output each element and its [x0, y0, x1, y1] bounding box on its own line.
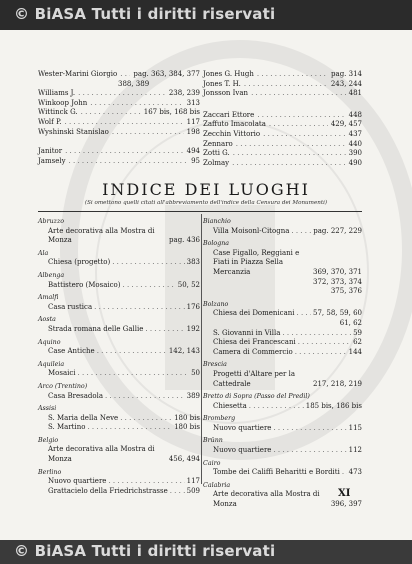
place-heading: Assisi — [38, 405, 57, 413]
page-number: XI — [338, 488, 351, 499]
leader-dots — [78, 89, 166, 99]
entry-text: Grattacielo della Friedrichstrasse — [48, 486, 168, 495]
place-entry — [38, 423, 200, 433]
entry-pages: 57, 58, 59, 60 — [313, 309, 362, 318]
leader-dots — [97, 347, 167, 357]
leader-dots — [65, 147, 184, 157]
entry-pages: 473 — [348, 468, 362, 477]
name-entry — [38, 157, 200, 167]
entry-pages: 389 — [186, 391, 200, 400]
entry-text: Arte decorativa alla Mostra di Monza — [213, 490, 320, 509]
leader-dots — [112, 128, 184, 138]
entry-pages: 429, 457 — [330, 120, 362, 129]
entry-pages: 494 — [186, 147, 200, 156]
place-heading: Brünn — [203, 437, 223, 445]
left-places-list — [38, 217, 200, 496]
entry-pages: pag. 227, 229 — [313, 226, 362, 235]
entry-text: Tombe dei Califfi Beharitti e Borditi — [213, 468, 340, 477]
leader-dots — [65, 118, 184, 128]
place-heading: Bianchio — [203, 218, 231, 225]
leader-dots — [120, 70, 130, 80]
entry-name: Wolf P. — [38, 117, 62, 126]
leader-dots — [90, 99, 183, 109]
place-entry — [38, 392, 200, 402]
entry-text: S. Martino — [48, 423, 86, 432]
leader-dots — [295, 348, 347, 358]
place-heading: Aquino — [38, 338, 61, 346]
entry-name: Wittinck G. — [38, 108, 78, 117]
place-entry — [203, 249, 362, 278]
place-heading: Belgio — [38, 436, 59, 444]
name-entry — [38, 108, 200, 118]
entry-pages: 180 bis — [174, 413, 200, 422]
column-divider — [201, 214, 202, 484]
entry-pages: 490 — [348, 158, 362, 167]
place-entry — [38, 258, 200, 268]
place-entry — [203, 402, 362, 412]
entry-pages: 95 — [191, 156, 200, 165]
leader-dots — [251, 89, 346, 99]
entry-pages: 117 — [186, 117, 200, 126]
leader-dots — [291, 227, 311, 237]
place-entry — [203, 338, 362, 348]
leader-dots — [257, 70, 328, 80]
top-right-name-list — [203, 70, 362, 168]
entry-pages: 509 — [186, 486, 200, 495]
leader-dots — [233, 149, 346, 159]
entry-name: Zennaro — [203, 139, 233, 148]
place-entry — [203, 309, 362, 319]
entry-pages-continued: 61, 62 — [339, 318, 362, 327]
place-entry — [38, 325, 200, 335]
entry-pages: 390 — [348, 149, 362, 158]
leader-dots — [257, 111, 345, 121]
entry-name: Winkoop John — [38, 98, 88, 107]
leader-dots — [123, 281, 176, 291]
place-heading: Berlino — [38, 468, 62, 476]
place-entry — [38, 477, 200, 487]
place-heading: Albenga — [38, 271, 65, 279]
entry-text: Camera di Commercio — [213, 347, 293, 356]
entry-name: Jones T. H. — [203, 79, 241, 88]
entry-text: Nuovo quartiere — [213, 423, 272, 432]
entry-pages: 167 bis, 168 bis — [143, 108, 200, 117]
entry-text: Arte decorativa alla Mostra di Monza — [48, 445, 155, 464]
leader-dots — [108, 477, 184, 487]
top-left-name-list — [38, 70, 200, 166]
place-heading: Aosta — [38, 316, 56, 324]
place-heading: Arco (Trentino) — [38, 382, 88, 390]
place-entry — [38, 445, 200, 464]
leader-dots — [94, 303, 185, 313]
place-entry — [203, 227, 362, 237]
name-entry — [38, 89, 200, 99]
place-entry — [203, 446, 362, 456]
entry-text: Chiesa dei Domenicani — [213, 309, 295, 318]
place-heading: Abruzzo — [38, 218, 65, 225]
entry-pages: 440 — [348, 139, 362, 148]
entry-pages: 396, 397 — [330, 500, 362, 509]
entry-pages: 437 — [348, 129, 362, 138]
entry-pages: 369, 370, 371 — [313, 267, 362, 276]
entry-text: Mosaici — [48, 369, 76, 378]
place-entry — [203, 370, 362, 389]
entry-name: Zotti G. — [203, 149, 230, 158]
leader-dots — [263, 130, 345, 140]
leader-dots — [244, 80, 328, 90]
entry-pages: 142, 143 — [168, 347, 200, 356]
entry-name: Janitor — [38, 147, 63, 156]
entry-text: Villa Moisonl-Citogna — [213, 226, 290, 235]
entry-text: S. Maria della Neve — [48, 413, 119, 422]
entry-pages: 238, 239 — [168, 89, 200, 98]
entry-pages: 50 — [191, 369, 200, 378]
place-entry — [203, 468, 362, 478]
name-entry — [203, 130, 362, 140]
entry-pages: 50, 52 — [177, 280, 200, 289]
entry-pages: 59 — [353, 328, 362, 337]
name-entry — [38, 147, 200, 157]
place-entry — [38, 281, 200, 291]
entry-name: Zaffuto Imacolata — [203, 120, 266, 129]
entry-pages: 62 — [353, 338, 362, 347]
name-entry — [203, 149, 362, 159]
entry-pages: 481 — [348, 89, 362, 98]
entry-name: Zaccari Ettore — [203, 110, 255, 119]
index-title: INDICE DEI LUOGHI — [102, 180, 310, 199]
entry-name: Jamsely — [38, 156, 66, 165]
entry-pages-continued: 388, 389 — [118, 79, 150, 88]
leader-dots — [298, 338, 351, 348]
entry-name: Wester-Marini Giorgio — [38, 70, 118, 78]
leader-dots — [273, 424, 346, 434]
entry-text: Arte decorativa alla Mostra di Monza — [48, 226, 155, 245]
name-entry — [203, 89, 362, 99]
place-entry — [38, 347, 200, 357]
entry-pages: 448 — [348, 110, 362, 119]
place-entry — [38, 487, 200, 497]
entry-text: Nuovo quartiere — [48, 477, 107, 486]
entry-pages: 117 — [186, 477, 200, 486]
place-heading: Brescia — [203, 361, 227, 369]
entry-text: Nuovo quartiere — [213, 446, 272, 455]
leader-dots — [282, 329, 351, 339]
place-entry — [38, 369, 200, 379]
entry-pages: 192 — [186, 324, 200, 333]
entry-text: Casa Bresadola — [48, 391, 104, 400]
entry-pages: 456, 494 — [168, 455, 200, 464]
index-subtitle: (Si omettono quelli citati all'abbreviamento dell'indice della Censura dei Monumenti) — [84, 200, 328, 206]
bottom-watermark-text: © BiASA Tutti i diritti riservati — [14, 542, 276, 560]
entry-name: Jonsson Ivan — [203, 89, 249, 98]
entry-name: Jones G. Hugh — [203, 70, 254, 78]
leader-dots — [78, 369, 190, 379]
leader-dots — [170, 487, 185, 497]
place-heading: Bromberg — [203, 415, 236, 423]
top-watermark-bar — [0, 0, 412, 30]
name-entry — [203, 140, 362, 150]
entry-text: Chiesa (progetto) — [48, 258, 111, 267]
name-entry — [38, 99, 200, 109]
entry-pages: 217, 218, 219 — [313, 379, 362, 388]
place-heading: Calabria — [203, 481, 231, 489]
leader-dots — [232, 159, 346, 169]
place-heading: Aquileia — [38, 360, 65, 368]
name-entry — [203, 70, 362, 80]
entry-pages: 198 — [186, 127, 200, 136]
leader-dots — [269, 120, 328, 130]
entry-pages-continued: 375, 376 — [330, 287, 362, 296]
entry-name: Zecchin Vittorio — [203, 129, 261, 138]
leader-dots — [145, 325, 184, 335]
entry-pages: 383 — [186, 258, 200, 267]
entry-name: Zolmay — [203, 158, 230, 167]
entry-text: Chiesa dei Francescani — [213, 338, 296, 347]
entry-text: Case Antiche — [48, 347, 95, 356]
entry-pages: pag. 363, 384, 377 — [133, 70, 200, 78]
entry-pages: 115 — [348, 423, 362, 432]
place-heading: Ala — [38, 249, 49, 257]
leader-dots — [105, 392, 185, 402]
entry-pages: 112 — [348, 446, 362, 455]
leader-dots — [112, 258, 184, 268]
leader-dots — [297, 309, 311, 319]
top-watermark-text: © BiASA Tutti i diritti riservati — [14, 5, 276, 23]
place-entry — [203, 424, 362, 434]
entry-name: Wyshinski Stanislao — [38, 127, 109, 136]
entry-text: Battistero (Mosaico) — [48, 280, 121, 289]
name-entry — [203, 159, 362, 169]
entry-text: Strada romana delle Gallie — [48, 324, 144, 333]
leader-dots — [69, 157, 189, 167]
leader-dots — [87, 423, 172, 433]
name-entry — [203, 111, 362, 121]
name-entry — [203, 80, 362, 90]
entry-text: Casa rustica — [48, 302, 93, 311]
place-heading: Bretto di Sopra (Passo del Predil) — [203, 393, 310, 401]
place-heading: Bologna — [203, 240, 230, 248]
entry-text: Progetti d'Altare per la Cattedrale — [213, 369, 295, 388]
leader-dots — [120, 414, 172, 424]
place-heading: Amalfi — [38, 294, 59, 302]
name-entry — [38, 70, 200, 80]
entry-pages: 243, 244 — [330, 79, 362, 88]
leader-dots — [342, 468, 347, 478]
entry-pages: 180 bis — [174, 423, 200, 432]
leader-dots — [81, 108, 141, 118]
place-entry — [38, 414, 200, 424]
entry-text: S. Giovanni in Villa — [213, 328, 281, 337]
entry-pages: 313 — [186, 98, 200, 107]
entry-pages: 176 — [186, 302, 200, 311]
entry-pages: 185 bis, 186 bis — [305, 401, 362, 410]
entry-text: Chiesetta — [213, 401, 247, 410]
title-rule — [38, 211, 362, 212]
place-entry — [203, 348, 362, 358]
name-entry — [38, 118, 200, 128]
right-places-list — [203, 217, 362, 510]
leader-dots — [273, 446, 346, 456]
place-heading: Cairo — [203, 459, 221, 467]
place-heading: Bolzano — [203, 300, 229, 308]
leader-dots — [236, 140, 346, 150]
leader-dots — [249, 402, 304, 412]
place-entry — [38, 303, 200, 313]
entry-pages: 144 — [348, 347, 362, 356]
name-entry — [38, 128, 200, 138]
place-entry — [203, 329, 362, 339]
place-entry — [38, 227, 200, 246]
entry-text: Case Figallo, Reggiani e Fiati in Piazza Sella Mercanzia — [213, 248, 300, 276]
entry-pages: pag. 436 — [169, 236, 200, 245]
name-entry — [203, 120, 362, 130]
entry-pages: pag. 314 — [331, 70, 362, 78]
entry-pages-continued: 372, 373, 374 — [313, 277, 362, 286]
entry-name: Williams J. — [38, 89, 76, 98]
